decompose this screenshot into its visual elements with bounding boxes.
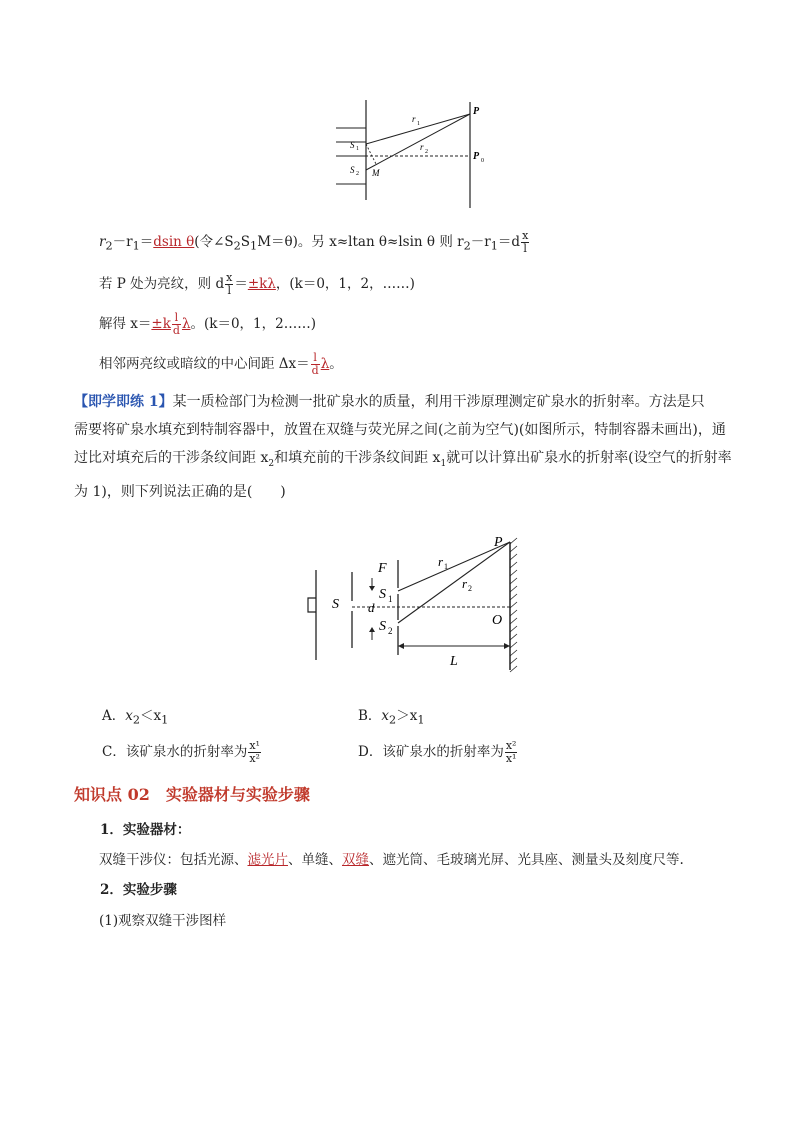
svg-text:2: 2	[425, 149, 428, 155]
label-L: L	[450, 654, 458, 669]
exercise-tag: 【即学即练 1】	[74, 394, 173, 410]
label-S1: S	[379, 587, 386, 602]
label-r1: r	[438, 554, 444, 569]
item-equipment-heading: 1．实验器材：	[100, 822, 191, 838]
svg-text:1: 1	[417, 121, 420, 127]
label-S2: S	[350, 165, 355, 175]
item-steps-heading: 2．实验步骤	[100, 882, 177, 898]
label-r2: r	[420, 142, 424, 152]
svg-text:1: 1	[444, 562, 448, 571]
label-d: d	[368, 600, 375, 615]
option-A[interactable]: A．$x_2<x_1$	[102, 708, 169, 727]
formula-fringe-position: 解得 x＝±k $\frac{l}{d}$ λ。(k＝0，1，2……)	[99, 311, 316, 337]
option-B[interactable]: B．$x_2>x_1$	[358, 708, 425, 727]
label-P: P	[494, 535, 503, 550]
label-P0: P	[473, 151, 480, 162]
svg-text:1: 1	[356, 146, 359, 152]
label-r1: r	[412, 114, 416, 124]
svg-text:1: 1	[388, 594, 393, 604]
svg-text:2: 2	[388, 626, 393, 636]
equipment-list: 双缝干涉仪：包括光源、滤光片、单缝、双缝、遮光筒、毛玻璃光屏、光具座、测量头及刻度尺等.	[99, 852, 684, 868]
step-1: (1)观察双缝干涉图样	[99, 913, 227, 929]
label-O: O	[492, 613, 503, 628]
experiment-apparatus-diagram	[290, 520, 530, 688]
label-S1: S	[350, 140, 355, 150]
label-S2: S	[379, 619, 386, 634]
label-r2: r	[462, 576, 468, 591]
formula-bright-fringe-condition: 若 P 处为亮纹，则 d $\frac{x}{l}$ ＝±kλ，(k＝0，1，2，……)	[99, 271, 415, 297]
svg-text:2: 2	[468, 584, 472, 593]
label-P: P	[473, 106, 480, 117]
exercise-question: 【即学即练 1】某一质检部门为检测一批矿泉水的质量，利用干涉原理测定矿泉水的折射率。方法是只 需要将矿泉水填充到特制容器中，放置在双缝与荧光屏之间(之前为空气)(如图所示，特制容器未画出)，通 过比对填充后的干涉条纹间距 $x_2$和填充前的干涉条纹间距 $x_1$就可以计算出矿泉水的折射率(设空气的折射率 为 1)，则下列说法正确的是( )	[74, 394, 732, 500]
formula-path-difference: $r_2-r_1=dsin$ θ(令$\angle S_2S_1M=\theta$)。另 x≈ltan θ≈lsin θ 则 $r_2-r_1=d$ $\frac{x}{l}$	[99, 229, 529, 255]
svg-text:0: 0	[481, 158, 484, 164]
option-C[interactable]: C．该矿泉水的折射率为 $\frac{\text{x¹}}{\text{x²}}$	[102, 739, 260, 765]
option-D[interactable]: D．该矿泉水的折射率为 $\frac{\text{x²}}{\text{x¹}}$	[358, 739, 517, 765]
section-heading: 知识点 02 实验器材与实验步骤	[74, 785, 310, 804]
label-F: F	[378, 561, 387, 576]
label-S: S	[332, 597, 339, 612]
double-slit-geometry-diagram	[330, 100, 500, 210]
formula-fringe-spacing: 相邻两亮纹或暗纹的中心间距 Δx＝ $\frac{l}{d}$ λ。	[99, 351, 343, 377]
svg-text:2: 2	[356, 171, 359, 177]
label-M: M	[372, 168, 380, 178]
